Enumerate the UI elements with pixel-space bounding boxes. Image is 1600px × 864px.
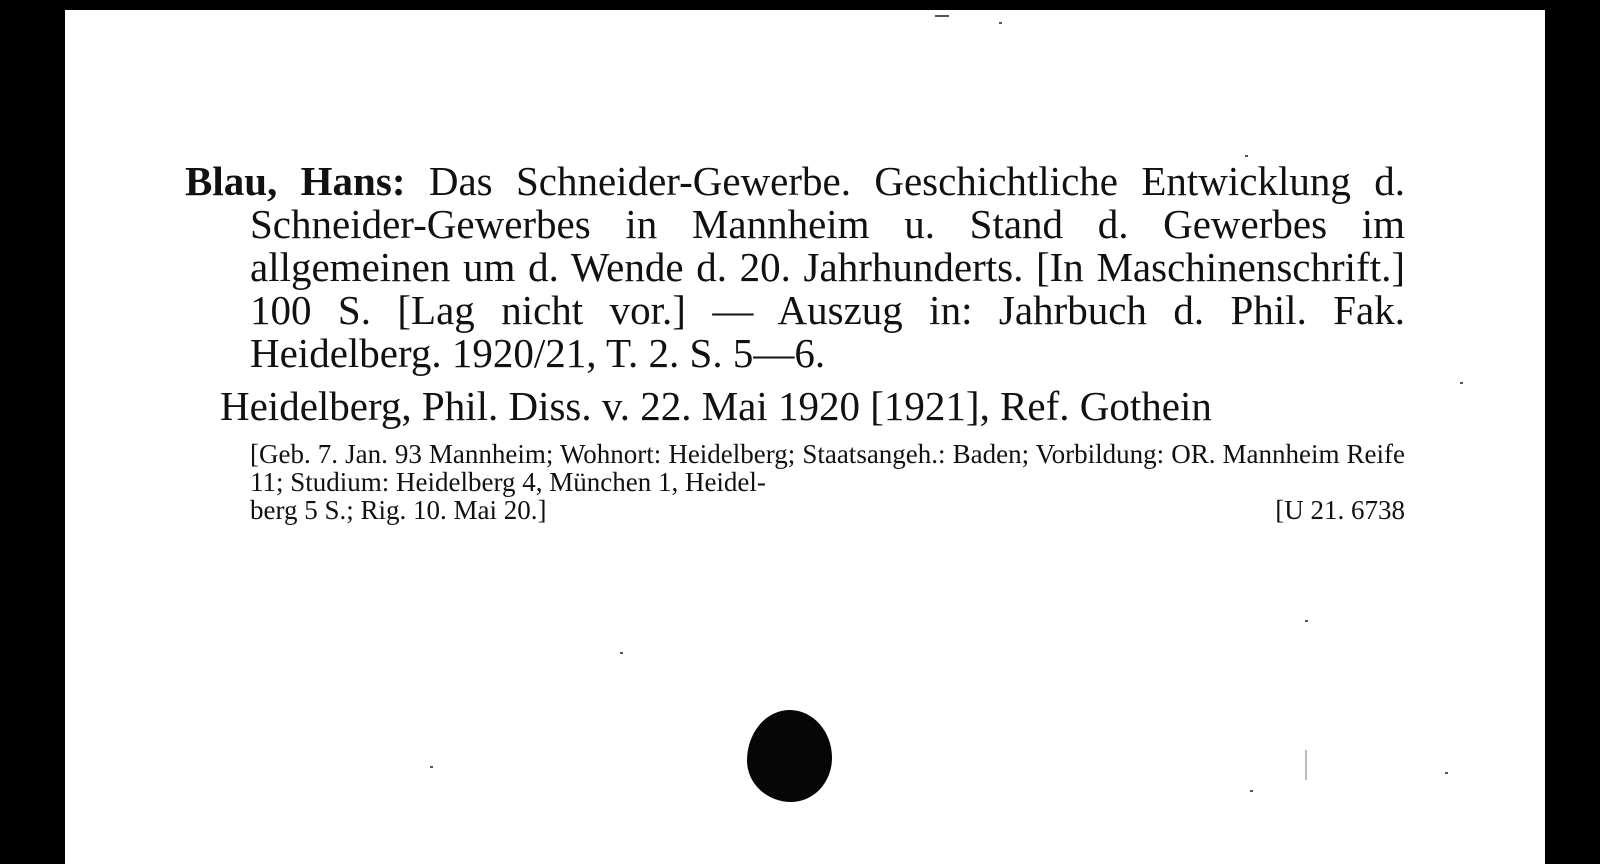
scan-speck — [620, 652, 623, 654]
scan-speck — [430, 766, 433, 768]
scan-speck — [1460, 382, 1463, 384]
notes-end: berg 5 S.; Rig. 10. Mai 20.] — [250, 495, 547, 525]
biographical-notes: [Geb. 7. Jan. 93 Mannheim; Wohnort: Heidelberg; Staatsangeh.: Baden; Vorbildung: OR. Mannheim Reife 11; Studium: Heidelberg 4, München 1, Heidel- — [250, 439, 1405, 497]
call-number: [U 21. 6738 — [1275, 495, 1405, 525]
author-name: Blau, Hans: — [185, 158, 406, 204]
scan-speck — [1305, 620, 1308, 622]
title-text: Das Schneider-Gewerbe. Geschichtliche Entwicklung d. Schneider-Gewerbes in Mannheim u. Stand d. Gewerbes im allgemeinen um d. Wende d. 20. Jahrhunderts. [In Maschinenschrift.] 100 S. [Lag nicht vor.] — Auszug in: Jahrbuch d. Phil. Fak. Heidelberg. 1920/21, T. 2. S. 5—6. — [250, 158, 1405, 376]
scan-speck — [1445, 772, 1448, 774]
scan-speck — [1250, 790, 1253, 792]
scan-speck — [1245, 155, 1248, 157]
punch-hole — [747, 710, 832, 802]
scan-speck — [935, 15, 949, 17]
catalog-card — [65, 10, 1545, 864]
notes-last-line — [250, 496, 1405, 524]
scan-speck — [999, 22, 1002, 24]
entry-main-paragraph — [185, 160, 1405, 375]
dissertation-line: Heidelberg, Phil. Diss. v. 22. Mai 1920 [1921], Ref. Gothein — [220, 383, 1212, 429]
bibliographic-entry — [185, 160, 1405, 524]
scan-speck — [1305, 750, 1307, 780]
